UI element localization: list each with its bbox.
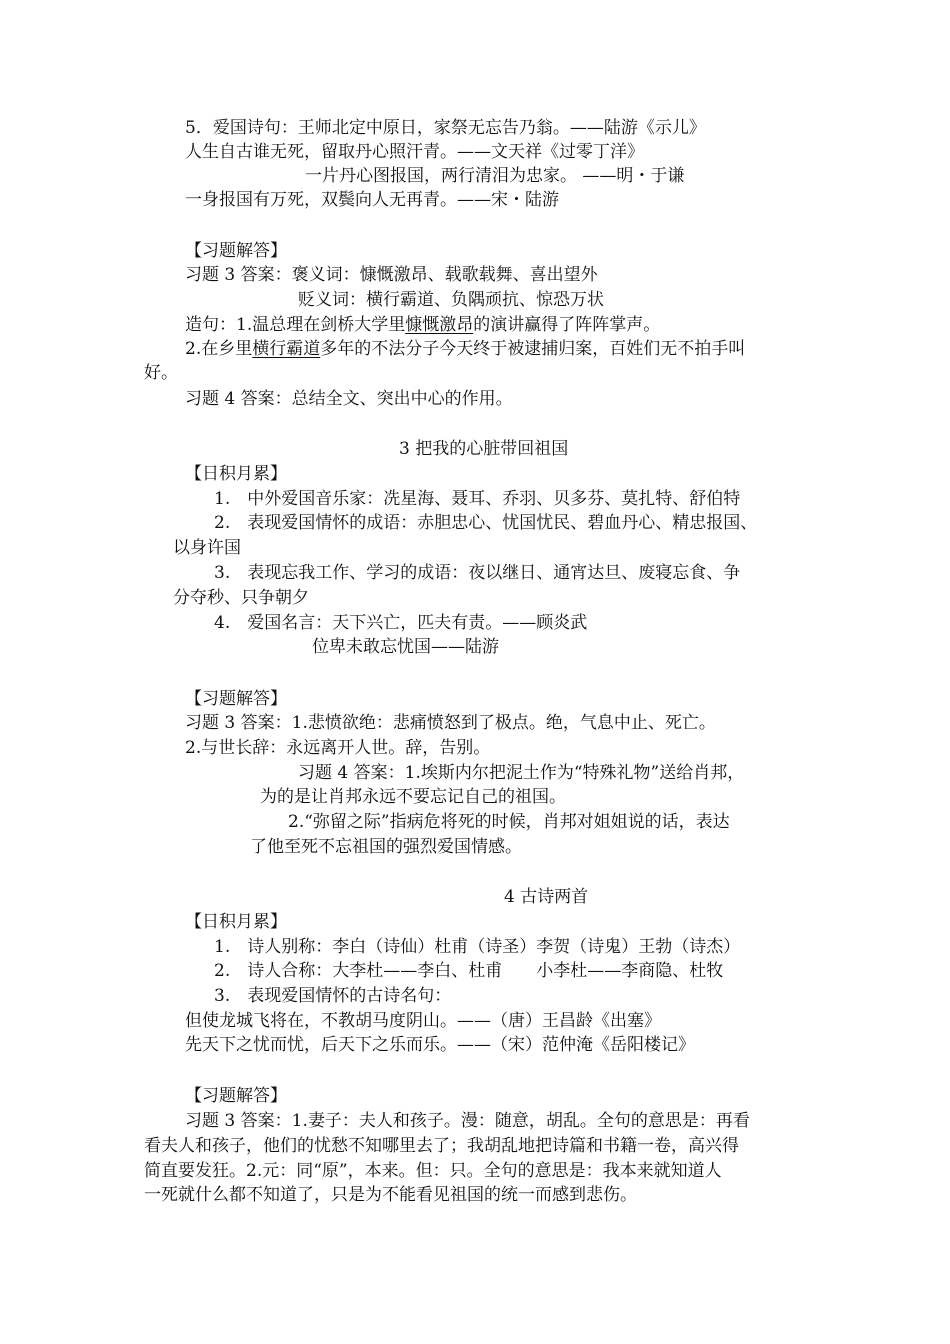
poem-line: 5．爱国诗句：王师北定中原日，家祭无忘告乃翁。——陆游《示儿》 (185, 118, 706, 138)
sentence-text: 2.在乡里 (185, 339, 253, 359)
answer-line: 贬义词：横行霸道、负隅顽抗、惊恐万状 (298, 290, 604, 310)
section-heading: 【习题解答】 (185, 1086, 287, 1106)
sentence-text: 造句：1.温总理在剑桥大学里 (185, 315, 406, 335)
answer-line: 2.“弥留之际”指病危将死的时候，肖邦对姐姐说的话，表达 (288, 812, 730, 832)
lesson-title: 3 把我的心脏带回祖国 (399, 439, 569, 459)
list-item: 2. 表现爱国情怀的成语：赤胆忠心、忧国忧民、碧血丹心、精忠报国、 (214, 513, 758, 533)
answer-line: 了他至死不忘祖国的强烈爱国情感。 (250, 837, 522, 857)
answer-line: 看夫人和孩子，他们的忧愁不知哪里去了；我胡乱地把诗篇和书籍一卷，高兴得 (144, 1136, 739, 1156)
list-item: 3. 表现爱国情怀的古诗名句： (214, 986, 452, 1006)
answer-line: 习题 3 答案：1.悲愤欲绝：悲痛愤怒到了极点。绝，气息中止、死亡。 (185, 713, 716, 733)
poem-line: 但使龙城飞将在，不教胡马度阴山。——（唐）王昌龄《出塞》 (185, 1011, 661, 1031)
list-item: 2. 诗人合称：大李杜——李白、杜甫 小李杜——李商隐、杜牧 (214, 961, 724, 981)
list-item: 1. 中外爱国音乐家：冼星海、聂耳、乔羽、贝多芬、莫扎特、舒伯特 (214, 489, 741, 509)
underlined-term: 慷慨激昂 (405, 315, 474, 335)
example-sentence (185, 338, 745, 360)
poem-line: 人生自古谁无死，留取丹心照汗青。——文天祥《过零丁洋》 (185, 142, 644, 162)
sentence-text: 的演讲赢得了阵阵掌声。 (473, 315, 661, 335)
list-item-wrap: 以身许国 (173, 538, 241, 558)
section-heading: 【日积月累】 (185, 912, 287, 932)
answer-line: 习题 3 答案：1.妻子：夫人和孩子。漫：随意，胡乱。全句的意思是：再看 (185, 1111, 750, 1131)
answer-line: 一死就什么都不知道了，只是为不能看见祖国的统一而感到悲伤。 (144, 1185, 637, 1205)
answer-line: 为的是让肖邦永远不要忘记自己的祖国。 (260, 787, 566, 807)
section-heading: 【习题解答】 (185, 241, 287, 261)
poem-line: 先天下之忧而忧，后天下之乐而乐。——（宋）范仲淹《岳阳楼记》 (185, 1035, 695, 1055)
sentence-text: 多年的不法分子今天终于被逮捕归案，百姓们无不拍手叫 (320, 339, 746, 359)
list-item: 3. 表现忘我工作、学习的成语：夜以继日、通宵达旦、废寝忘食、争 (214, 563, 741, 583)
underlined-term: 横行霸道 (252, 339, 321, 359)
section-heading: 【习题解答】 (185, 689, 287, 709)
answer-line: 习题 3 答案：褒义词：慷慨激昂、载歌载舞、喜出望外 (185, 265, 598, 285)
section-heading: 【日积月累】 (185, 464, 287, 484)
list-item-wrap: 位卑未敢忘忧国——陆游 (312, 637, 499, 657)
answer-line: 习题 4 答案：1.埃斯内尔把泥土作为“特殊礼物”送给肖邦， (298, 763, 745, 783)
poem-line: 一身报国有万死，双鬓向人无再青。——宋・陆游 (185, 190, 559, 210)
answer-line: 习题 4 答案：总结全文、突出中心的作用。 (185, 389, 513, 409)
answer-line: 2.与世长辞：永远离开人世。辞，告别。 (185, 738, 491, 758)
lesson-title: 4 古诗两首 (504, 887, 589, 907)
list-item-wrap: 分夺秒、只争朝夕 (173, 588, 309, 608)
list-item: 1. 诗人别称：李白（诗仙）杜甫（诗圣）李贺（诗鬼）王勃（诗杰） (214, 937, 741, 957)
sentence-wrap: 好。 (144, 363, 178, 383)
poem-line: 一片丹心图报国，两行清泪为忠家。 ——明・于谦 (305, 166, 685, 186)
answer-line: 简直要发狂。2.元：同“原”，本来。但：只。全句的意思是：我本来就知道人 (144, 1161, 722, 1181)
example-sentence (185, 314, 660, 336)
list-item: 4. 爱国名言：天下兴亡，匹夫有责。——顾炎武 (214, 613, 588, 633)
